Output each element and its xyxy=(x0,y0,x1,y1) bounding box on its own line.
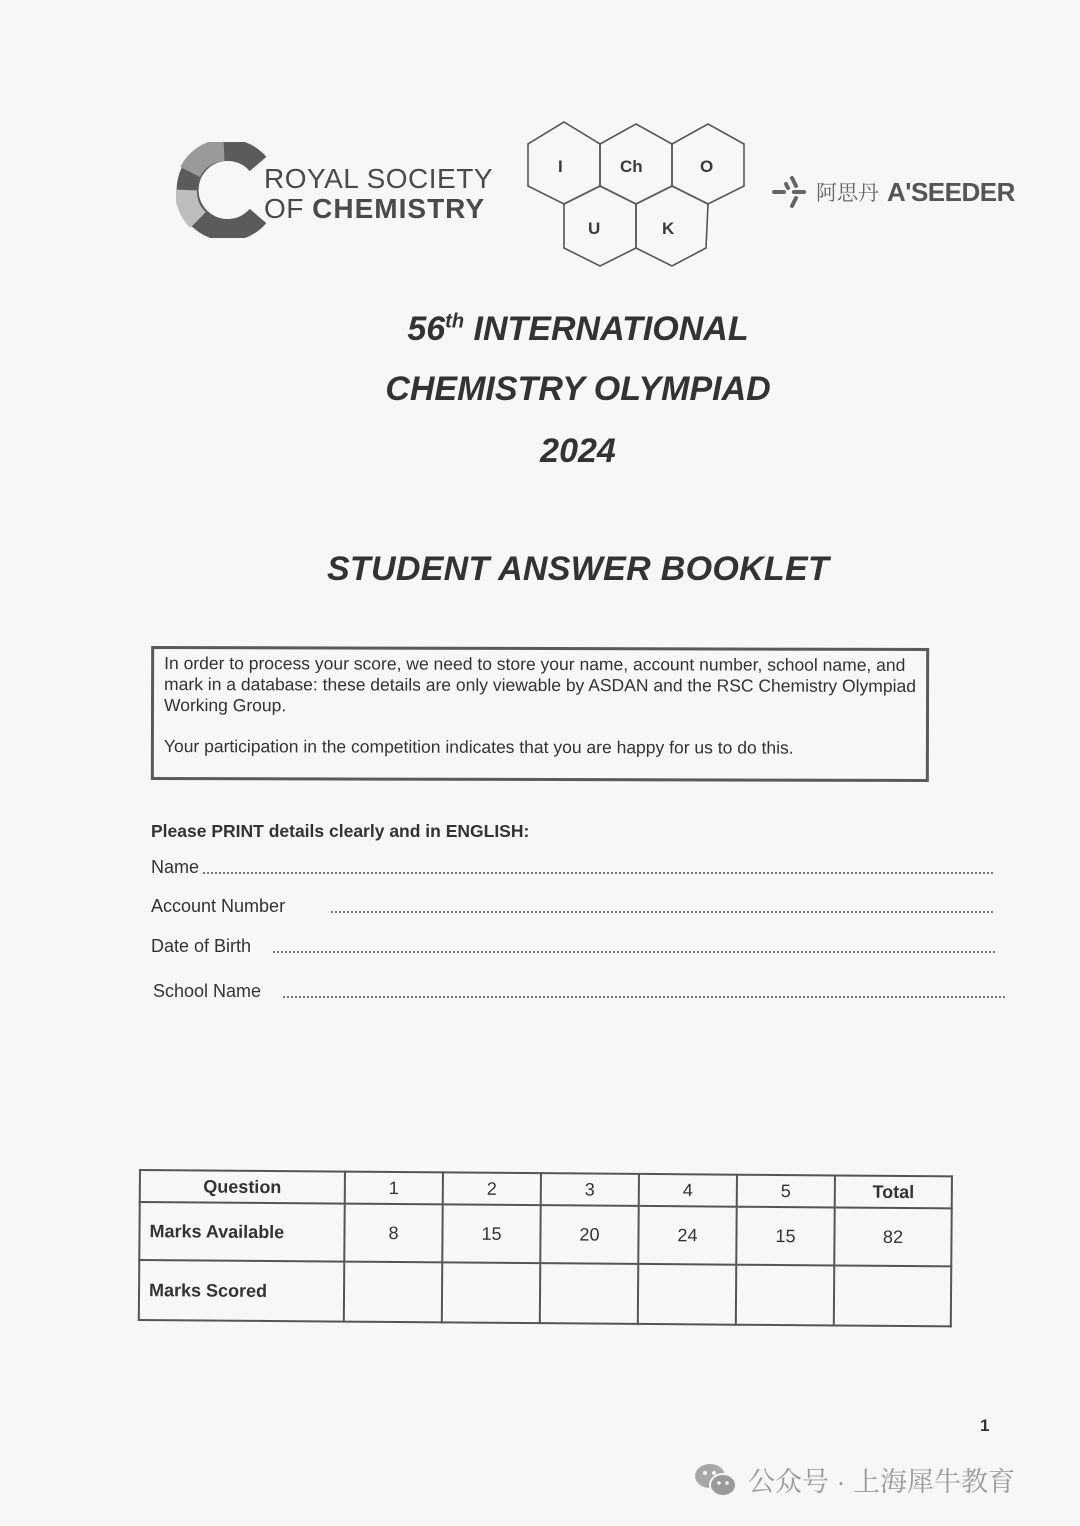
hex-label: O xyxy=(700,157,714,176)
account-number-entry-line[interactable] xyxy=(331,911,993,913)
hex-label: K xyxy=(662,219,675,238)
question-number: 1 xyxy=(345,1172,443,1205)
question-number: 2 xyxy=(443,1172,541,1205)
school-name-field[interactable] xyxy=(153,981,1005,1002)
marks-available-cell: 20 xyxy=(540,1205,638,1264)
field-label: Account Number xyxy=(151,896,286,916)
name-field[interactable] xyxy=(151,857,993,878)
marks-available-total: 82 xyxy=(834,1207,951,1266)
hex-label: I xyxy=(558,157,563,176)
details-heading: Please PRINT details clearly and in ENGLISH: xyxy=(151,821,530,841)
marks-available-cell: 24 xyxy=(638,1206,736,1265)
title-year: 2024 xyxy=(540,432,616,470)
marks-available-label: Marks Available xyxy=(139,1202,344,1262)
marks-scored-row xyxy=(139,1260,951,1326)
field-label: Date of Birth xyxy=(151,936,252,956)
marks-available-cell: 15 xyxy=(442,1204,540,1263)
question-number: 5 xyxy=(737,1175,835,1208)
wechat-icon xyxy=(694,1462,738,1498)
aseeder-english-name: A'SEEDER xyxy=(887,176,1015,207)
date-of-birth-entry-line[interactable] xyxy=(273,951,995,953)
school-name-entry-line[interactable] xyxy=(283,996,1005,998)
marks-scored-cell[interactable] xyxy=(638,1264,736,1325)
page-number: 1 xyxy=(980,1416,990,1435)
marks-scored-label: Marks Scored xyxy=(139,1260,344,1322)
aseeder-logo xyxy=(772,172,1015,212)
question-header: Question xyxy=(140,1170,345,1204)
privacy-notice-box xyxy=(151,646,929,782)
rsc-c-icon xyxy=(176,142,272,238)
rsc-line1: ROYAL SOCIETY xyxy=(264,163,493,194)
booklet-title: STUDENT ANSWER BOOKLET xyxy=(326,550,830,588)
aseeder-chinese-name: 阿思丹 xyxy=(816,182,879,205)
account-number-field[interactable] xyxy=(151,896,993,917)
total-header: Total xyxy=(835,1175,952,1208)
question-number: 3 xyxy=(541,1173,639,1206)
name-entry-line[interactable] xyxy=(203,872,993,874)
marks-scored-total[interactable] xyxy=(834,1265,951,1326)
marks-available-row xyxy=(139,1202,951,1266)
date-of-birth-field[interactable] xyxy=(151,936,995,957)
watermark-text: 公众号 · 上海犀牛教育 xyxy=(748,1467,1015,1497)
notice-paragraph: In order to process your score, we need to store your name, account number, school name, and mark in a database: these details are only viewable by ASDAN and the RSC Chemistry Olympiad Working Group. xyxy=(163,653,916,716)
marks-table xyxy=(138,1169,953,1327)
hex-label: U xyxy=(588,219,601,238)
hex-label: Ch xyxy=(620,157,643,176)
marks-available-cell: 15 xyxy=(736,1207,834,1266)
question-number: 4 xyxy=(639,1174,737,1207)
rsc-logo xyxy=(176,142,506,242)
title-line1: 56th INTERNATIONAL xyxy=(407,310,749,348)
marks-available-cell: 8 xyxy=(344,1204,442,1263)
wechat-watermark xyxy=(694,1460,1015,1499)
marks-scored-cell[interactable] xyxy=(442,1262,540,1323)
field-label: Name xyxy=(151,857,200,877)
marks-scored-cell[interactable] xyxy=(736,1265,834,1326)
field-label: School Name xyxy=(153,981,262,1001)
aseeder-spark-icon xyxy=(772,174,808,210)
notice-paragraph: Your participation in the competition indicates that you are happy for us to do this. xyxy=(163,736,794,758)
marks-scored-cell[interactable] xyxy=(540,1263,638,1324)
marks-scored-cell[interactable] xyxy=(344,1262,442,1323)
rsc-line2: OF CHEMISTRY xyxy=(264,193,486,224)
icho-uk-hex-logo xyxy=(520,112,760,272)
rsc-wordmark xyxy=(264,164,493,224)
title-line2: CHEMISTRY OLYMPIAD xyxy=(385,370,771,408)
